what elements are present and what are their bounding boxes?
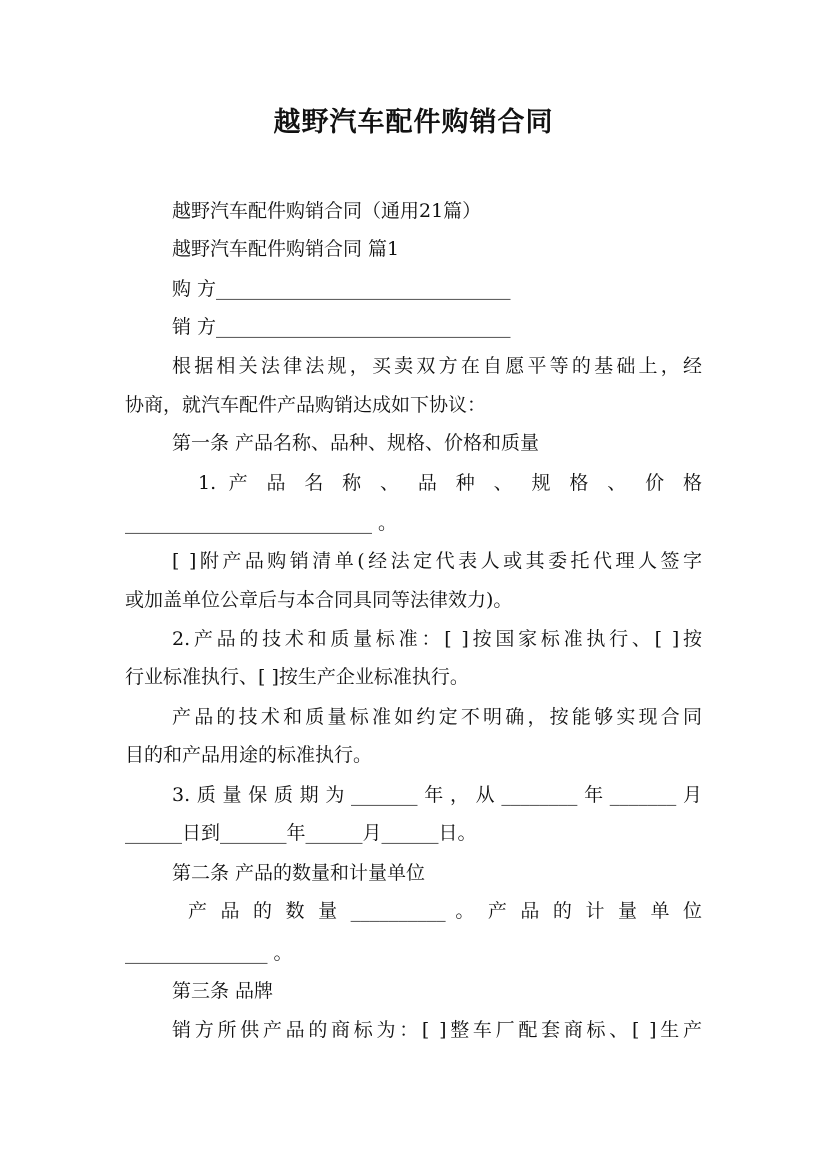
seller-line: 销 方_______________________________ — [172, 316, 511, 338]
paragraph-line: 产品的技术和质量标准如约定不明确，按能够实现合同 — [172, 706, 702, 728]
paragraph-line: 目的和产品用途的标准执行。 — [125, 744, 373, 766]
paragraph-line: 协商，就汽车配件产品购销达成如下协议： — [125, 394, 487, 416]
subtitle-line: 越野汽车配件购销合同（通用21篇） — [172, 200, 482, 222]
paragraph-line: __________________________ 。 — [125, 512, 398, 534]
paragraph-line: ______日到_______年______月______日。 — [125, 822, 477, 844]
article-heading: 第二条 产品的数量和计量单位 — [172, 862, 426, 884]
paragraph-line: 1. 产 品 名 称 、 品 种 、 规 格 、 价 格 — [198, 472, 702, 494]
paragraph-line: 销方所供产品的商标为：[ ]整车厂配套商标、[ ]生产 — [172, 1019, 702, 1041]
article-heading: 第三条 品牌 — [172, 980, 274, 1002]
paragraph-line: 产 品 的 数 量 __________ 。 产 品 的 计 量 单 位 — [188, 900, 702, 922]
article-heading: 第一条 产品名称、品种、规格、价格和质量 — [172, 432, 540, 454]
paragraph-line: 根据相关法律法规，买卖双方在自愿平等的基础上，经 — [172, 355, 702, 377]
paragraph-line: 3.质量保质期为_______年，从________年_______月 — [172, 784, 702, 806]
buyer-line: 购 方_______________________________ — [172, 278, 511, 300]
paragraph-line: 2.产品的技术和质量标准：[ ]按国家标准执行、[ ]按 — [172, 628, 702, 650]
paragraph-line: [ ]附产品购销清单(经法定代表人或其委托代理人签字 — [172, 550, 702, 572]
section-heading-line: 越野汽车配件购销合同 篇1 — [172, 238, 400, 260]
paragraph-line: 或加盖单位公章后与本合同具同等法律效力)。 — [125, 589, 513, 611]
paragraph-line: _______________ 。 — [125, 942, 293, 964]
document-title: 越野汽车配件购销合同 — [273, 107, 554, 138]
paragraph-line: 行业标准执行、[ ]按生产企业标准执行。 — [125, 666, 469, 688]
